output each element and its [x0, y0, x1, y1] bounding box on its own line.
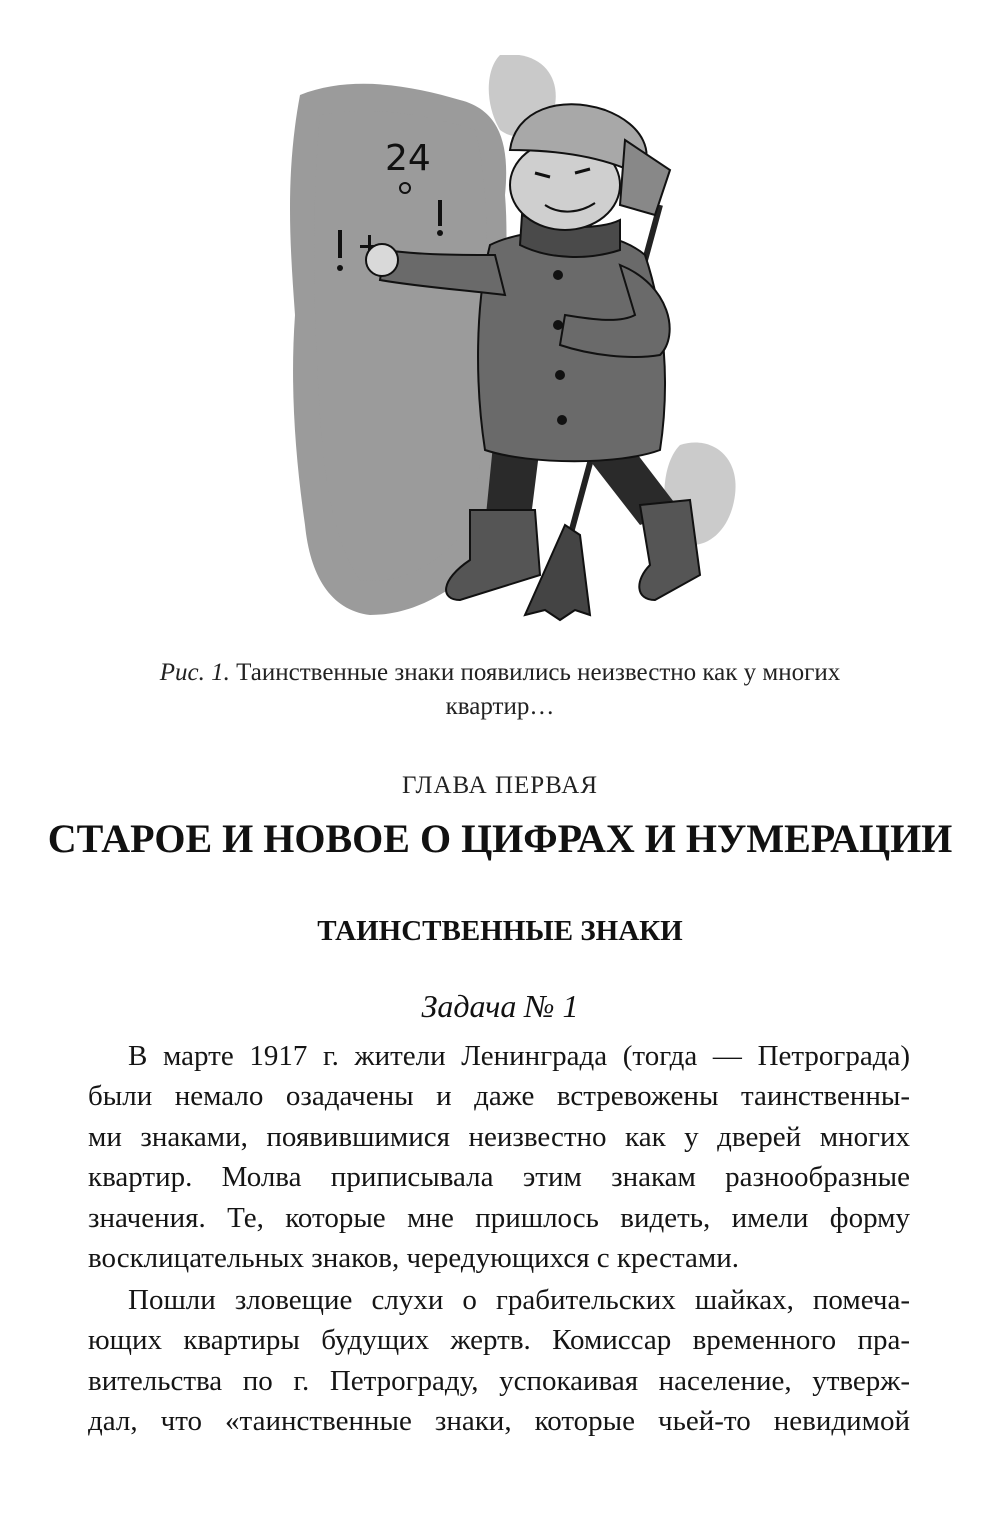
- text-line: ми знаками, появившимися неизвестно как у дверей многих: [88, 1120, 910, 1153]
- janitor-illustration: [260, 55, 760, 645]
- chapter-title: СТАРОЕ И НОВОЕ О ЦИФРАХ И НУМЕРАЦИИ: [47, 816, 953, 861]
- paragraph-2: [88, 1280, 910, 1442]
- caption-text-1: Таинственные знаки появились неизвестно как у многих: [236, 659, 841, 686]
- text-line: квартир. Молва приписывала этим знакам разнообразные: [88, 1161, 910, 1194]
- text-line: дал, что «таинственные знаки, которые чьей-то невидимой: [88, 1405, 910, 1438]
- text-line: вительства по г. Петрограду, успокаивая население, утверж-: [88, 1364, 910, 1397]
- wall-number: 24: [385, 138, 431, 179]
- text-line: Пошли зловещие слухи о грабительских шайках, помеча-: [128, 1284, 910, 1316]
- text-line: В марте 1917 г. жители Ленинграда (тогда — Петрограда): [128, 1040, 910, 1072]
- paragraph-1: [88, 1036, 910, 1278]
- figure-label: Рис. 1.: [159, 659, 230, 686]
- figure-caption: [100, 656, 900, 724]
- text-line: восклицательных знаков, чередующихся с крестами.: [88, 1242, 739, 1275]
- caption-line-1: [100, 656, 900, 690]
- caption-line-2: квартир…: [445, 693, 555, 720]
- section-title: ТАИНСТВЕННЫЕ ЗНАКИ: [317, 915, 683, 947]
- text-line: ющих квартиры будущих жертв. Комиссар временного пра-: [88, 1324, 910, 1357]
- text-line: были немало озадачены и даже встревожены таинственны-: [88, 1080, 910, 1113]
- problem-title: Задача № 1: [421, 988, 579, 1024]
- chapter-label: ГЛАВА ПЕРВАЯ: [401, 772, 599, 799]
- text-line: значения. Те, которые мне пришлось видеть, имели форму: [88, 1201, 910, 1234]
